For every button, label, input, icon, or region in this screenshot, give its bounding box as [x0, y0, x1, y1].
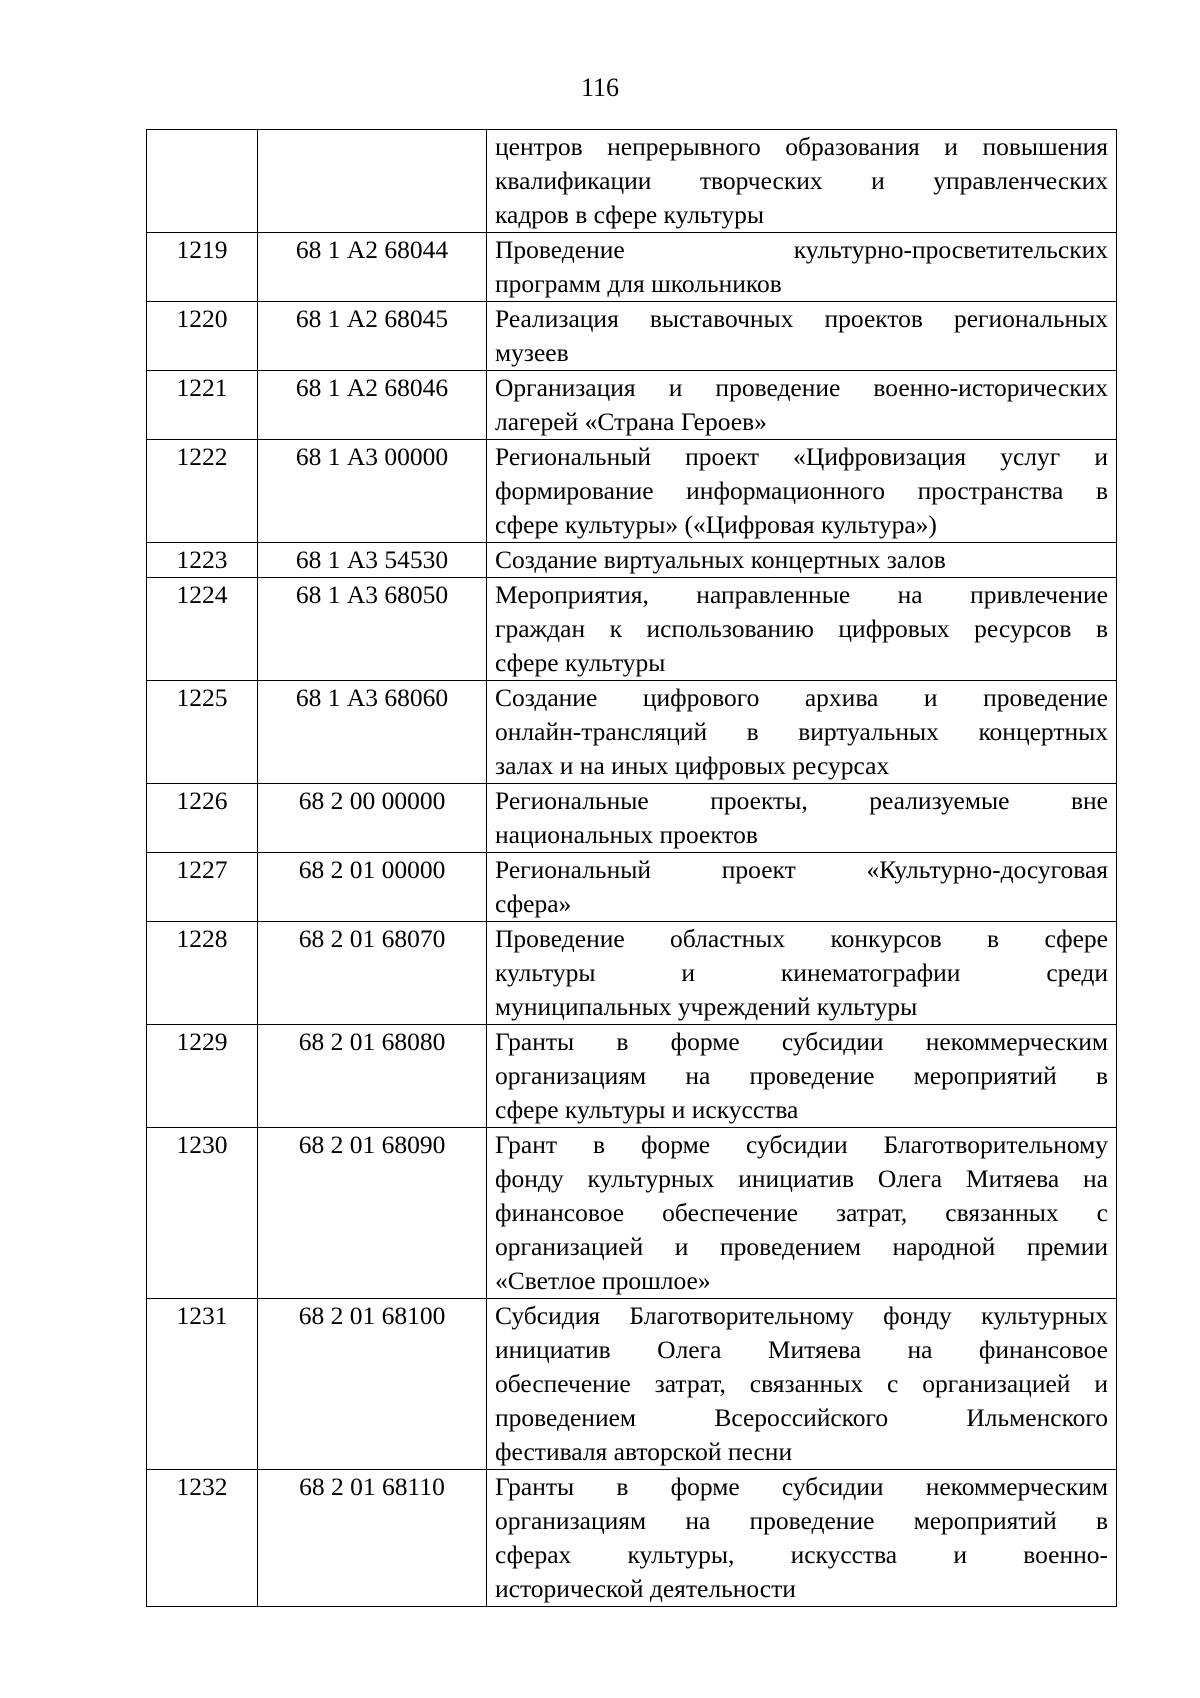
row-number-cell: 1227 — [147, 853, 258, 922]
description-cell — [487, 1299, 1117, 1470]
classification-code-cell: 68 2 01 68100 — [258, 1299, 487, 1470]
classification-code-cell: 68 1 А2 68046 — [258, 371, 487, 440]
description-cell — [487, 922, 1117, 1025]
description-cell — [487, 1025, 1117, 1128]
table-row — [147, 1025, 1117, 1128]
description-line: Создание виртуальных концертных залов — [495, 545, 946, 574]
description-line: Создание цифрового архива и проведение — [495, 683, 1108, 712]
description-cell — [487, 440, 1117, 543]
description-line: квалификации творческих и управленческих — [495, 166, 1108, 195]
description-cell — [487, 233, 1117, 302]
description-line: фонду культурных инициатив Олега Митяева на — [495, 1164, 1108, 1193]
row-number-cell: 1220 — [147, 302, 258, 371]
description-cell — [487, 853, 1117, 922]
row-number-cell — [147, 130, 258, 233]
description-cell — [487, 681, 1117, 784]
classification-code-cell: 68 1 А3 54530 — [258, 543, 487, 578]
description-line: Мероприятия, направленные на привлечение — [495, 580, 1108, 609]
description-line: фестиваля авторской песни — [495, 1437, 793, 1466]
row-number-cell: 1221 — [147, 371, 258, 440]
description-line: Проведение областных конкурсов в сфере — [495, 924, 1108, 953]
description-cell — [487, 578, 1117, 681]
table-row — [147, 681, 1117, 784]
description-line: исторической деятельности — [495, 1574, 796, 1603]
description-cell — [487, 130, 1117, 233]
description-line: Гранты в форме субсидии некоммерческим — [495, 1027, 1108, 1056]
description-line: организацией и проведением народной премии — [495, 1232, 1108, 1261]
description-line: «Светлое прошлое» — [495, 1266, 711, 1295]
description-line: кадров в сфере культуры — [495, 200, 765, 229]
table-row — [147, 233, 1117, 302]
description-line: сферах культуры, искусства и военно- — [495, 1540, 1108, 1569]
description-cell — [487, 1128, 1117, 1299]
classification-code-cell: 68 2 00 00000 — [258, 784, 487, 853]
table-row — [147, 784, 1117, 853]
description-line: программ для школьников — [495, 269, 782, 298]
classification-code-cell: 68 1 А2 68044 — [258, 233, 487, 302]
row-number-cell: 1229 — [147, 1025, 258, 1128]
table-row — [147, 130, 1117, 233]
table-row — [147, 853, 1117, 922]
row-number-cell: 1232 — [147, 1470, 258, 1607]
classification-code-cell — [258, 130, 487, 233]
table-row — [147, 1299, 1117, 1470]
description-line: формирование информационного пространства в — [495, 476, 1108, 505]
description-line: Субсидия Благотворительному фонду культурных — [495, 1301, 1108, 1330]
classification-code-cell: 68 2 01 68070 — [258, 922, 487, 1025]
classification-code-cell: 68 1 А3 68060 — [258, 681, 487, 784]
table-row — [147, 440, 1117, 543]
classification-code-cell: 68 2 01 68110 — [258, 1470, 487, 1607]
description-line: Гранты в форме субсидии некоммерческим — [495, 1472, 1108, 1501]
table-row — [147, 302, 1117, 371]
description-line: сфере культуры и искусства — [495, 1095, 799, 1124]
row-number-cell: 1228 — [147, 922, 258, 1025]
row-number-cell: 1223 — [147, 543, 258, 578]
table-row — [147, 578, 1117, 681]
table-body — [147, 130, 1117, 1607]
classification-code-cell: 68 2 01 68080 — [258, 1025, 487, 1128]
row-number-cell: 1226 — [147, 784, 258, 853]
row-number-cell: 1222 — [147, 440, 258, 543]
description-line: музеев — [495, 338, 569, 367]
classification-code-cell: 68 2 01 68090 — [258, 1128, 487, 1299]
description-line: Региональные проекты, реализуемые вне — [495, 786, 1108, 815]
table-row — [147, 543, 1117, 578]
description-line: сфере культуры» («Цифровая культура») — [495, 510, 937, 539]
description-line: Организация и проведение военно-исторических — [495, 373, 1108, 402]
row-number-cell: 1225 — [147, 681, 258, 784]
description-line: лагерей «Страна Героев» — [495, 407, 767, 436]
classification-code-cell: 68 1 А2 68045 — [258, 302, 487, 371]
table-row — [147, 1470, 1117, 1607]
description-line: культуры и кинематографии среди — [495, 958, 1108, 987]
description-line: национальных проектов — [495, 820, 758, 849]
description-line: организациям на проведение мероприятий в — [495, 1061, 1108, 1090]
table-row — [147, 371, 1117, 440]
description-line: Региональный проект «Культурно-досуговая — [495, 855, 1108, 884]
table-row — [147, 922, 1117, 1025]
description-cell — [487, 784, 1117, 853]
description-line: центров непрерывного образования и повышения — [495, 132, 1108, 161]
table-row — [147, 1128, 1117, 1299]
row-number-cell: 1231 — [147, 1299, 258, 1470]
description-cell — [487, 302, 1117, 371]
page-number: 116 — [580, 73, 620, 102]
description-line: Проведение культурно-просветительских — [495, 235, 1108, 264]
description-line: муниципальных учреждений культуры — [495, 992, 918, 1021]
description-line: организациям на проведение мероприятий в — [495, 1506, 1108, 1535]
row-number-cell: 1230 — [147, 1128, 258, 1299]
description-line: сфере культуры — [495, 648, 666, 677]
classification-code-cell: 68 1 А3 00000 — [258, 440, 487, 543]
description-cell — [487, 371, 1117, 440]
description-line: онлайн-трансляций в виртуальных концертных — [495, 717, 1108, 746]
description-line: Реализация выставочных проектов региональных — [495, 304, 1108, 333]
row-number-cell: 1224 — [147, 578, 258, 681]
description-line: залах и на иных цифровых ресурсах — [495, 751, 890, 780]
description-line: инициатив Олега Митяева на финансовое — [495, 1335, 1108, 1364]
budget-classification-table — [146, 129, 1117, 1607]
description-line: Грант в форме субсидии Благотворительному — [495, 1130, 1108, 1159]
classification-code-cell: 68 2 01 00000 — [258, 853, 487, 922]
description-cell — [487, 543, 1117, 578]
description-cell — [487, 1470, 1117, 1607]
classification-code-cell: 68 1 А3 68050 — [258, 578, 487, 681]
description-line: Региональный проект «Цифровизация услуг и — [495, 442, 1108, 471]
description-line: сфера» — [495, 889, 572, 918]
description-line: обеспечение затрат, связанных с организацией и — [495, 1369, 1108, 1398]
description-line: граждан к использованию цифровых ресурсов в — [495, 614, 1108, 643]
description-line: проведением Всероссийского Ильменского — [495, 1403, 1108, 1432]
row-number-cell: 1219 — [147, 233, 258, 302]
description-line: финансовое обеспечение затрат, связанных с — [495, 1198, 1108, 1227]
